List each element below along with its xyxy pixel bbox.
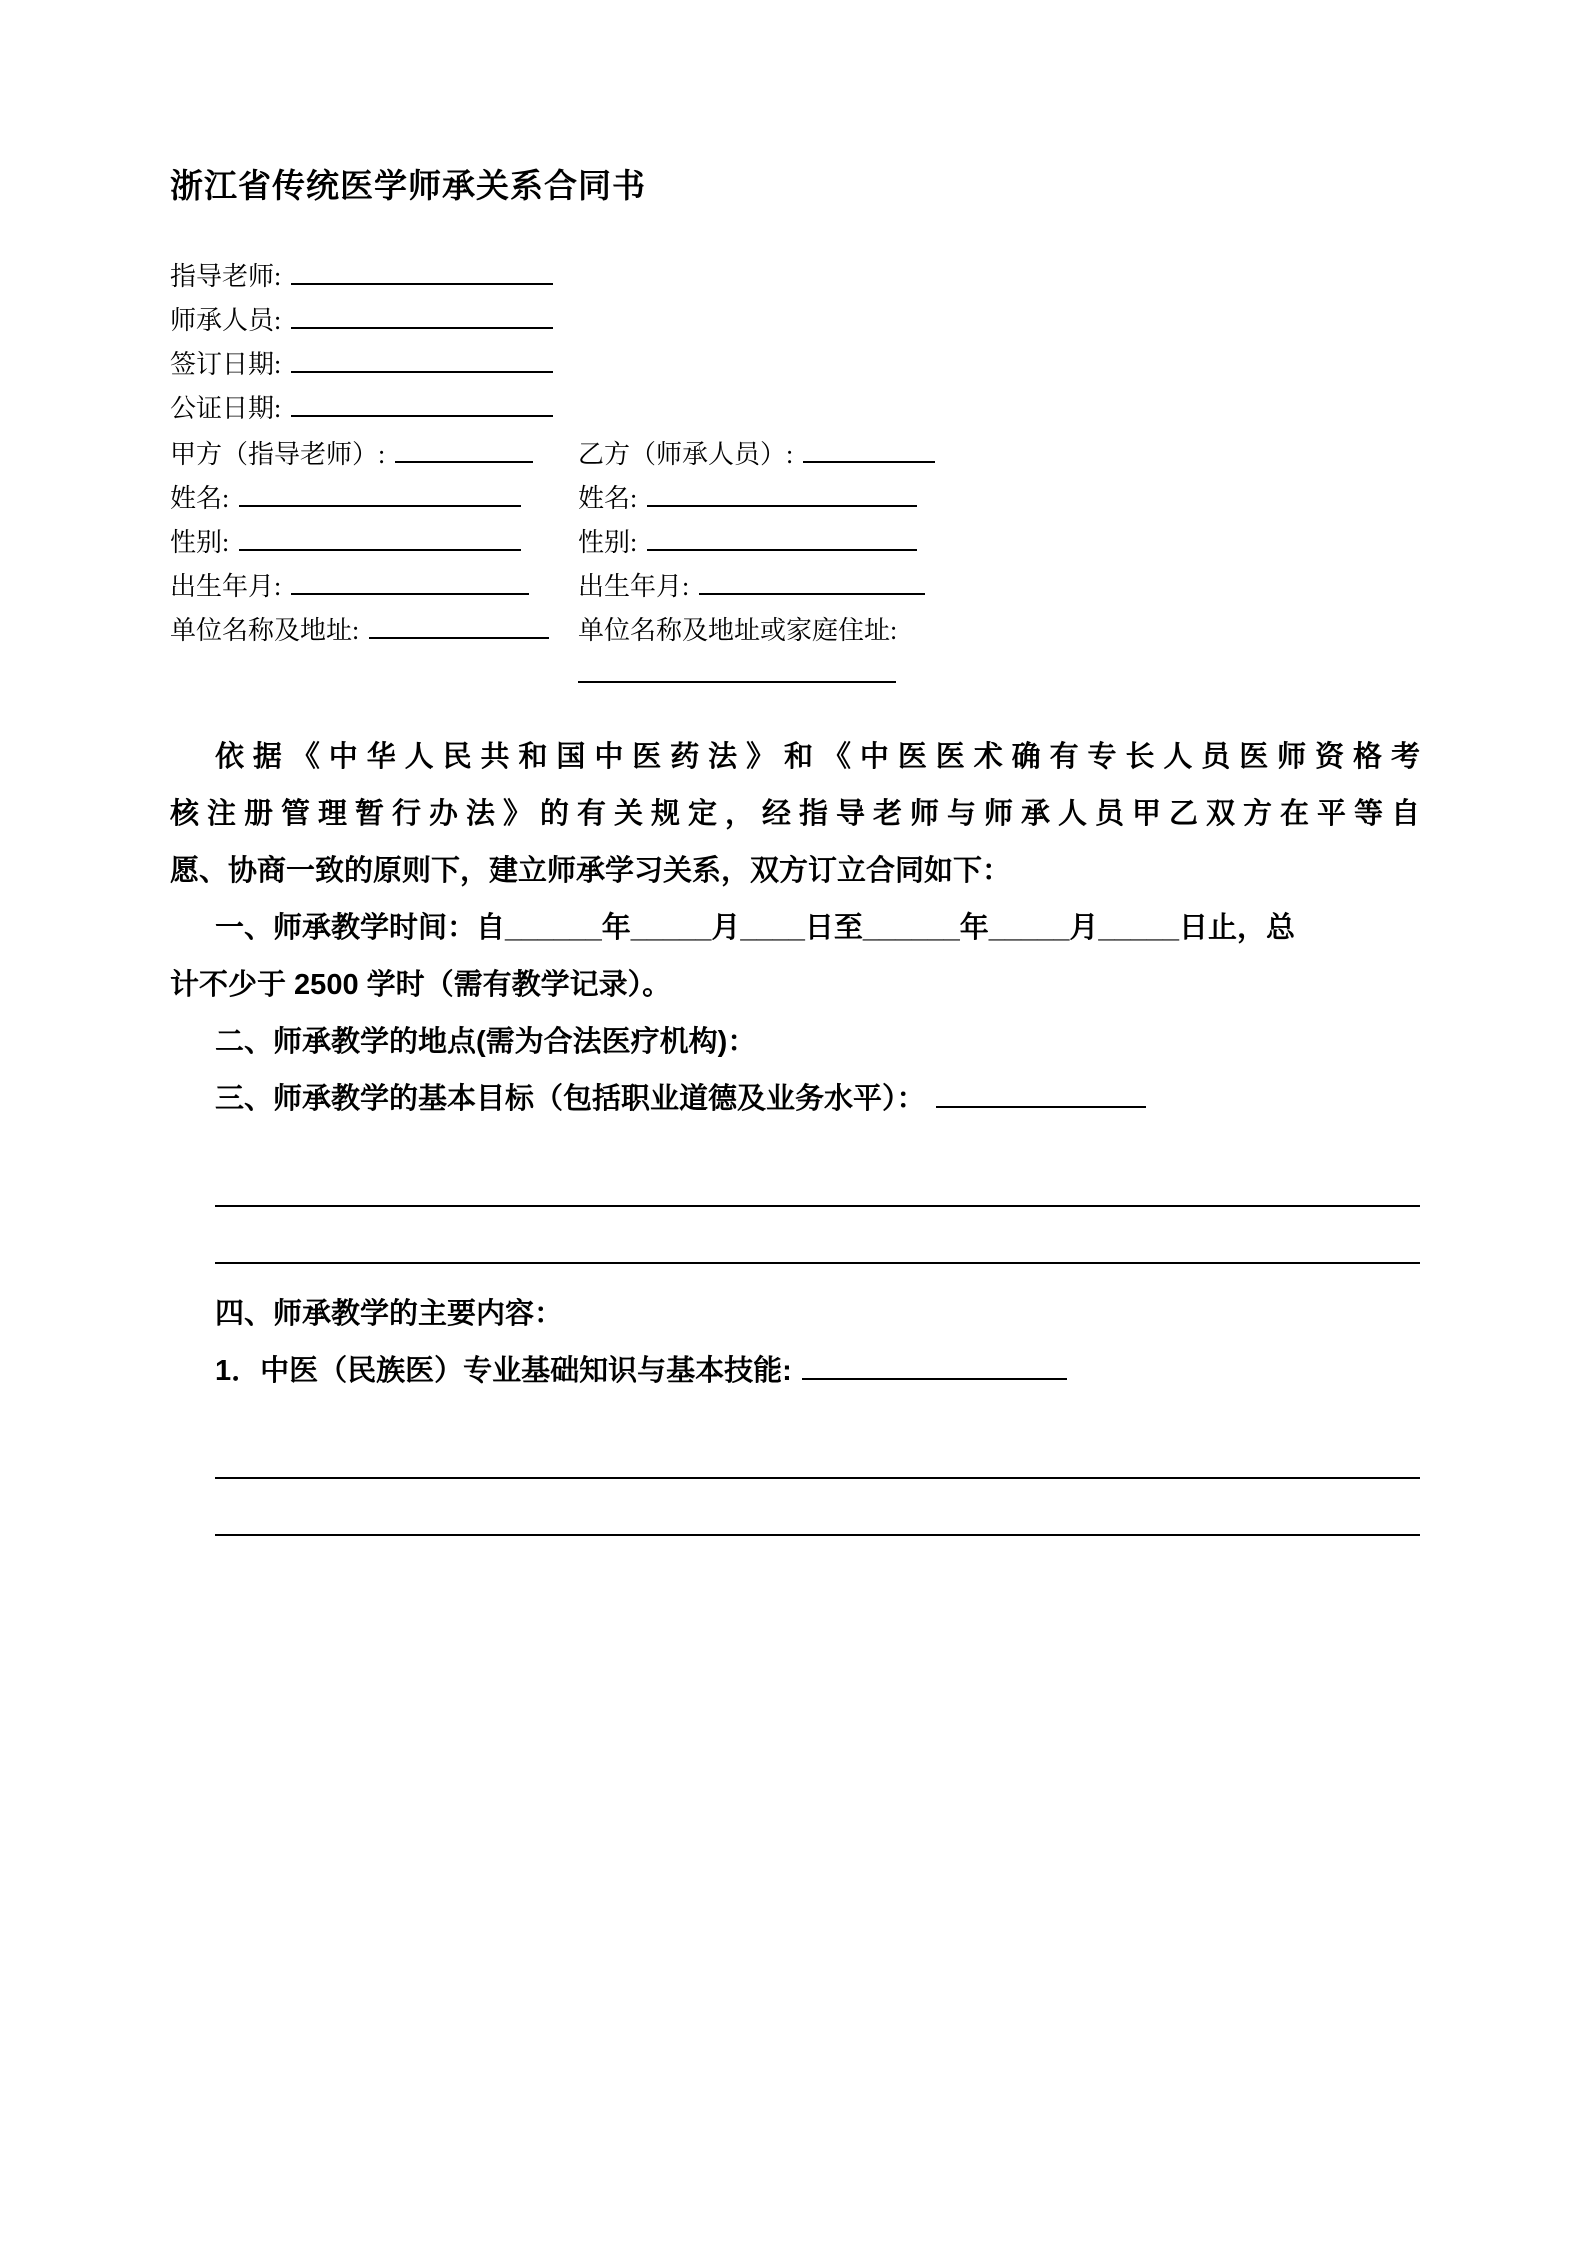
field-label: 公证日期: xyxy=(170,394,282,423)
preamble-line: 愿、协商一致的原则下，建立师承学习关系，双方订立合同如下： xyxy=(170,855,1012,887)
item-4-sub-1-label: 1．中医（民族医）专业基础知识与基本技能: xyxy=(215,1355,792,1387)
party-cell-left xyxy=(170,477,578,521)
party-cell-right xyxy=(578,565,1420,609)
underline-blank xyxy=(239,549,521,551)
underline-blank xyxy=(802,1378,1067,1380)
underline-blank xyxy=(803,461,935,463)
party-cell-left xyxy=(170,653,578,697)
field-label: 单位名称及地址: xyxy=(170,616,360,645)
item-4-sub-1 xyxy=(170,1343,1420,1400)
field-label: 师承人员: xyxy=(170,306,282,335)
blank-writing-line xyxy=(215,1207,1420,1264)
blank-writing-line xyxy=(215,1150,1420,1207)
underline-blank xyxy=(699,593,925,595)
party-row-continuation xyxy=(170,653,1420,697)
field-label: 签订日期: xyxy=(170,350,282,379)
party-cell-left xyxy=(170,521,578,565)
party-cell-right xyxy=(578,433,1420,477)
field-row-notarize-date xyxy=(170,387,1420,431)
field-label: 姓名: xyxy=(170,484,230,513)
field-row-sign-date xyxy=(170,343,1420,387)
field-label: 出生年月: xyxy=(170,572,282,601)
underline-blank xyxy=(239,505,521,507)
field-label: 乙方（师承人员）: xyxy=(578,440,794,469)
party-section xyxy=(170,433,1420,697)
party-cell-left xyxy=(170,433,578,477)
party-cell-right xyxy=(578,653,1420,697)
field-label: 甲方（指导老师）: xyxy=(170,440,386,469)
item-3-label: 三、师承教学的基本目标（包括职业道德及业务水平）： xyxy=(215,1083,926,1115)
field-label: 指导老师: xyxy=(170,262,282,291)
field-row-mentor xyxy=(170,255,1420,299)
underline-blank xyxy=(395,461,533,463)
underline-blank xyxy=(291,371,553,373)
party-cell-left xyxy=(170,609,578,653)
party-cell-left xyxy=(170,565,578,609)
item-1-line-2: 计不少于 2500 学时（需有教学记录）。 xyxy=(170,969,672,1001)
party-cell-right xyxy=(578,477,1420,521)
underline-blank xyxy=(369,637,549,639)
field-label: 单位名称及地址或家庭住址: xyxy=(578,616,898,645)
field-label: 姓名: xyxy=(578,484,638,513)
blank-writing-line xyxy=(215,1422,1420,1479)
preamble-line: 核注册管理暂行办法》的有关规定，经指导老师与师承人员甲乙双方在平等自 xyxy=(170,798,1420,830)
underline-blank xyxy=(291,415,553,417)
underline-blank xyxy=(647,549,917,551)
item-1-line-1: 一、师承教学时间：自______年_____月____日至______年_____月_____日止，总 xyxy=(215,912,1295,944)
party-row xyxy=(170,521,1420,565)
field-row-apprentice xyxy=(170,299,1420,343)
item-3 xyxy=(170,1071,1420,1128)
field-label: 出生年月: xyxy=(578,572,690,601)
underline-blank xyxy=(936,1106,1146,1108)
party-cell-right xyxy=(578,521,1420,565)
underline-blank xyxy=(647,505,917,507)
underline-blank xyxy=(291,593,529,595)
document-title: 浙江省传统医学师承关系合同书 xyxy=(170,167,646,204)
item-4: 四、师承教学的主要内容： xyxy=(215,1298,564,1330)
underline-blank xyxy=(291,283,553,285)
preamble-line: 依据《中华人民共和国中医药法》和《中医医术确有专长人员医师资格考 xyxy=(215,741,1420,773)
party-row xyxy=(170,433,1420,477)
field-label: 性别: xyxy=(578,528,638,557)
party-cell-right xyxy=(578,609,1420,653)
contract-body xyxy=(170,729,1420,1536)
blank-writing-line xyxy=(215,1479,1420,1536)
party-row xyxy=(170,565,1420,609)
party-row xyxy=(170,609,1420,653)
field-label: 性别: xyxy=(170,528,230,557)
top-fields-section xyxy=(170,255,1420,431)
party-row xyxy=(170,477,1420,521)
item-2: 二、师承教学的地点(需为合法医疗机构)： xyxy=(215,1026,757,1058)
underline-blank xyxy=(291,327,553,329)
underline-blank xyxy=(578,681,896,683)
